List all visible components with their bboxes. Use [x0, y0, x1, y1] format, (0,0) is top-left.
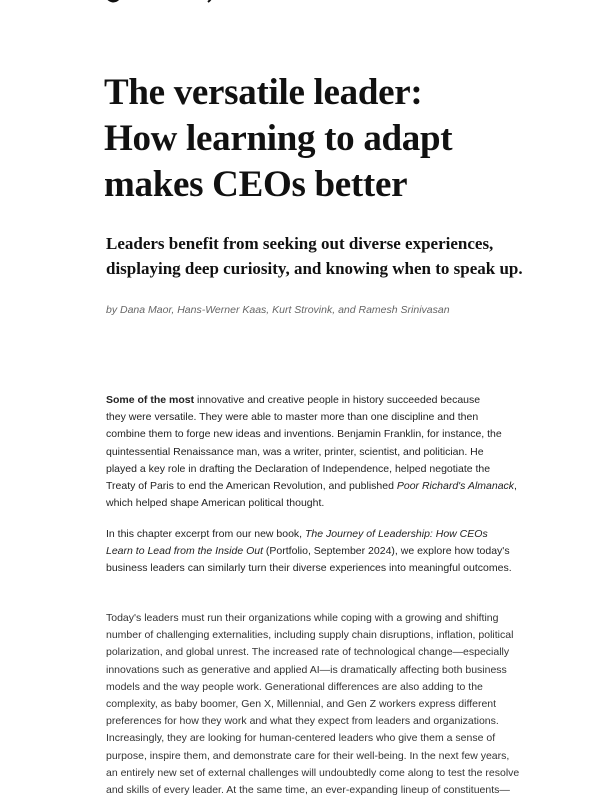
paragraph-line: business leaders can similarly turn their diverse experiences into meaningful outcomes. — [106, 562, 512, 575]
paragraph-line: innovations such as generative and applied AI—is dramatically affecting both business — [106, 663, 507, 676]
subtitle-line: displaying deep curiosity, and knowing when to speak up. — [106, 259, 523, 278]
title-line: The versatile leader: — [104, 72, 423, 113]
publisher-logo-fragment — [103, 0, 223, 4]
line-text: (Portfolio, September 2024), we explore how today's — [263, 545, 510, 558]
paragraph-line: an entirely new set of external challenges will undoubtedly come along to test the resolve — [106, 766, 520, 779]
paragraph-line: complexity, as baby boomer, Gen X, Millennial, and Gen Z workers express different — [106, 698, 497, 711]
body-paragraph-3 — [106, 610, 576, 799]
title-line: How learning to adapt — [104, 118, 453, 159]
line-text: In this chapter excerpt from our new book, — [106, 528, 306, 540]
paragraph-line: models and the way people work. Generational differences are also adding to the — [106, 680, 483, 693]
title-line: makes CEOs better — [104, 164, 408, 205]
paragraph-line: Today's leaders must run their organizations while coping with a growing and shifting — [106, 612, 499, 624]
article-subtitle — [106, 231, 576, 281]
paragraph-line: Increasingly, they are looking for human-centered leaders who give them a sense of — [106, 732, 496, 745]
paragraph-line: which helped shape American political thought. — [106, 497, 325, 510]
paragraph-line: polarization, and global unrest. The increased rate of technological change—especially — [106, 646, 510, 659]
line-text: innovative and creative people in history succeeded because — [194, 394, 481, 406]
paragraph-line: preferences for how they work and what they expect from leaders and organizations. — [106, 715, 499, 728]
book-title: The Journey of Leadership: How CEOs — [305, 528, 488, 540]
line-text: Treaty of Paris to end the American Revolution, and published — [106, 480, 397, 493]
paragraph-line: quintessential Renaissance man, was a writer, printer, scientist, and politician. He — [106, 445, 484, 458]
paragraph-line: played a key role in drafting the Declaration of Independence, helped negotiate the — [106, 462, 491, 475]
paragraph-line: combine them to forge new ideas and inventions. Benjamin Franklin, for instance, the — [106, 428, 502, 441]
paragraph-line: number of challenging externalities, including supply chain disruptions, inflation, political — [106, 629, 514, 642]
body-paragraph-1 — [106, 392, 576, 512]
lead-in-text: Some of the most — [106, 394, 195, 406]
line-text: , — [514, 480, 517, 493]
paragraph-line — [106, 392, 576, 409]
subtitle-line: Leaders benefit from seeking out diverse experiences, — [106, 234, 494, 253]
paragraph-line — [106, 478, 576, 495]
paragraph-line — [106, 543, 576, 560]
paragraph-line — [106, 526, 576, 543]
author-byline: by Dana Maor, Hans-Werner Kaas, Kurt Strovink, and Ramesh Srinivasan — [106, 304, 450, 316]
book-title: Learn to Lead from the Inside Out — [106, 545, 264, 558]
paragraph-line: purpose, inspire them, and demonstrate care for their well-being. In the next few years, — [106, 749, 510, 762]
article-title — [104, 70, 574, 208]
body-paragraph-2 — [106, 526, 576, 578]
paragraph-line: they were versatile. They were able to master more than one discipline and then — [106, 411, 479, 424]
paragraph-line: and skills of every leader. At the same time, an ever-expanding lineup of constituents— — [106, 784, 510, 797]
book-title: Poor Richard's Almanack — [396, 480, 515, 493]
